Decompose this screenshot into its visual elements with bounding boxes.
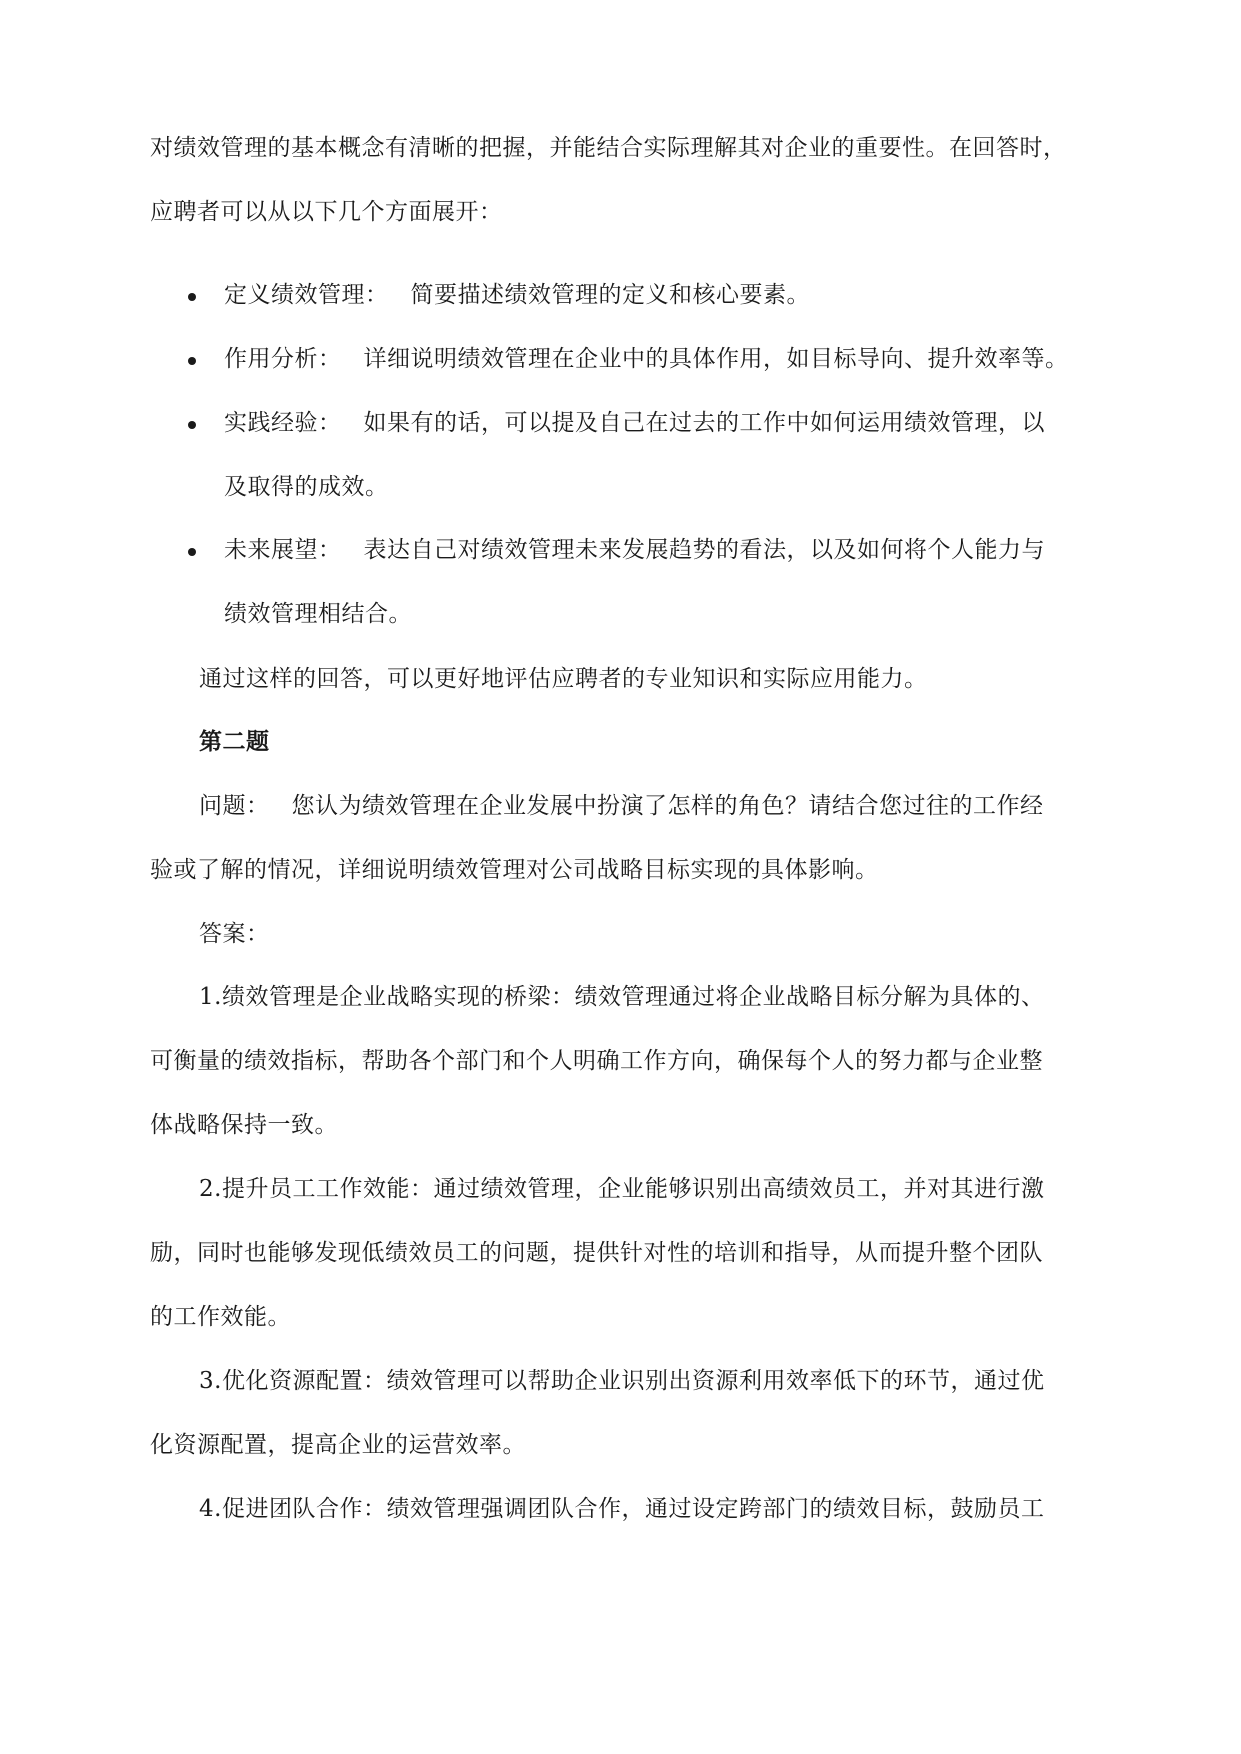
bullet-label: 实践经验： — [224, 410, 342, 436]
bullet-dot-icon — [188, 421, 196, 429]
bullet-item-definition — [224, 280, 810, 310]
answer-point-2-line-3: 的工作效能。 — [150, 1304, 291, 1330]
answer-point-4-line-1: 4.促进团队合作：绩效管理强调团队合作，通过设定跨部门的绩效目标，鼓励员工 — [199, 1496, 1045, 1522]
bullet-item-outlook-cont: 绩效管理相结合。 — [224, 601, 412, 627]
question-text: 您认为绩效管理在企业发展中扮演了怎样的角色？请结合您过往的工作经 — [291, 793, 1044, 819]
bullet-label: 作用分析： — [224, 346, 342, 372]
bullet-dot-icon — [188, 357, 196, 365]
answer-point-2-line-1: 2.提升员工工作效能：通过绩效管理，企业能够识别出高绩效员工，并对其进行激 — [199, 1176, 1045, 1202]
intro-line-2: 应聘者可以从以下几个方面展开： — [150, 199, 503, 225]
bullet-dot-icon — [188, 548, 196, 556]
bullet-text: 简要描述绩效管理的定义和核心要素。 — [410, 282, 810, 308]
bullet-label: 未来展望： — [224, 537, 342, 563]
question-line-2: 验或了解的情况，详细说明绩效管理对公司战略目标实现的具体影响。 — [150, 857, 879, 883]
bullet-item-role-analysis — [224, 344, 1069, 374]
bullet-item-practice — [224, 408, 1045, 438]
answer-point-2-line-2: 励，同时也能够发现低绩效员工的问题，提供针对性的培训和指导，从而提升整个团队 — [150, 1240, 1043, 1266]
question-line-1 — [199, 791, 1044, 821]
intro-line-1: 对绩效管理的基本概念有清晰的把握，并能结合实际理解其对企业的重要性。在回答时， — [150, 135, 1067, 161]
bullet-text: 如果有的话，可以提及自己在过去的工作中如何运用绩效管理，以 — [363, 410, 1045, 436]
answer-point-1-line-2: 可衡量的绩效指标，帮助各个部门和个人明确工作方向，确保每个人的努力都与企业整 — [150, 1048, 1043, 1074]
bullet-dot-icon — [188, 293, 196, 301]
bullet-label: 定义绩效管理： — [224, 282, 389, 308]
section-title: 第二题 — [199, 728, 270, 755]
answer-point-1-line-3: 体战略保持一致。 — [150, 1112, 338, 1138]
answer-point-3-line-2: 化资源配置，提高企业的运营效率。 — [150, 1432, 526, 1458]
bullet-item-outlook — [224, 535, 1045, 565]
answer-point-3-line-1: 3.优化资源配置：绩效管理可以帮助企业识别出资源利用效率低下的环节，通过优 — [199, 1368, 1045, 1394]
summary-text: 通过这样的回答，可以更好地评估应聘者的专业知识和实际应用能力。 — [199, 666, 928, 692]
question-label: 问题： — [199, 793, 270, 819]
bullet-text: 表达自己对绩效管理未来发展趋势的看法，以及如何将个人能力与 — [363, 537, 1045, 563]
bullet-item-practice-cont: 及取得的成效。 — [224, 474, 389, 500]
answer-point-1-line-1: 1.绩效管理是企业战略实现的桥梁：绩效管理通过将企业战略目标分解为具体的、 — [199, 984, 1045, 1010]
answer-label: 答案： — [199, 921, 270, 947]
bullet-text: 详细说明绩效管理在企业中的具体作用，如目标导向、提升效率等。 — [363, 346, 1069, 372]
